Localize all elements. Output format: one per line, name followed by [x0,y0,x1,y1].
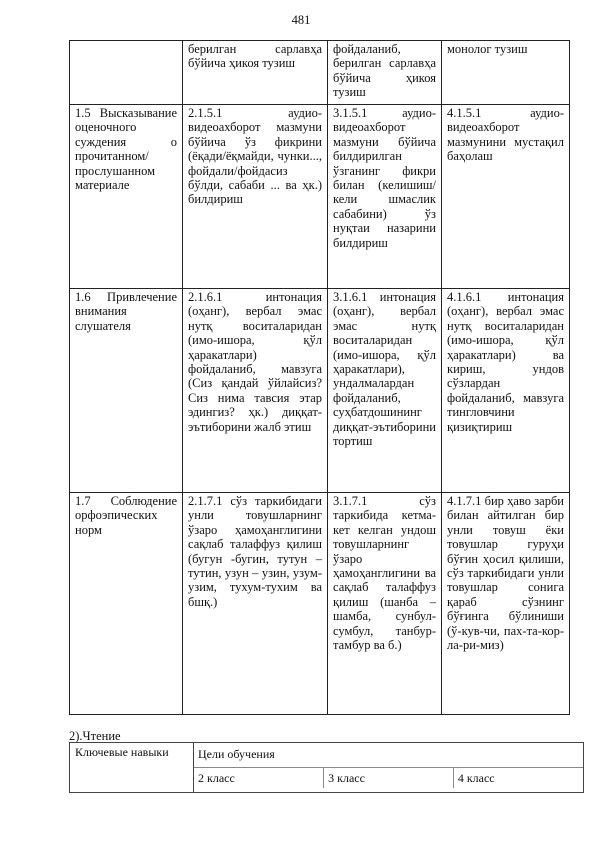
skill-cell [70,41,183,105]
grade2-goal-cell: берилган сарлавҳа бўйича ҳикоя тузиш [183,41,328,105]
learning-goals-header: Цели обучения [194,743,583,768]
grade3-goal-cell: 3.1.5.1 аудио-видеоахборот мазмуни бўйича билдирилган ўзганинг фикри билан (келишиш/кели шмаслик сабабини) ўз нуқтаи назарини билдириш [328,105,442,289]
grade4-header: 4 класс [457,771,495,785]
page-number: 481 [291,13,311,27]
learning-goals-grid [194,743,583,788]
key-skills-header: Ключевые навыки [70,743,194,793]
grade2-goal-cell: 2.1.5.1 аудио-видеоахборот мазмуни бўйича ўз фикрини (ёқади/ёқмайди, чунки..., фойдали/фойдасиз бўлди, сабаби ... ва ҳк.) билдириш [183,105,328,289]
table-row [70,105,570,289]
grade2-goal-cell: 2.1.7.1 сўз таркибидаги унли товушларнинг ўзаро ҳамоҳанглигини сақлаб талаффуз қилиш (бугун -бугин, тутун – тутин, узун – узин, узум-узим, тухум-тухим ва бшқ.) [183,493,328,715]
grade3-goal-cell: фойдаланиб, берилган сарлавҳа бўйича ҳикоя тузиш [328,41,442,105]
skill-cell: 1.6 Привлечение внимания слушателя [70,289,183,493]
table-row [70,289,570,493]
table-row [194,743,583,768]
table-row [70,493,570,715]
grade2-header: 2 класс [194,768,324,789]
reading-table [69,742,584,793]
table-row [194,768,583,789]
grade3-goal-cell: 3.1.6.1 интонация (оҳанг), вербал эмас нутқ воситаларидан (имо-ишора, қўл ҳаракатлари), ундалмалардан фойдаланиб, суҳбатдошининг диққат-эътиборини тортиш [328,289,442,493]
table-row [70,41,570,105]
grade4-goal-cell: 4.1.7.1 бир ҳаво зарби билан айтилган бир унли товуш ёки товушлар гуруҳи бўғин ҳосил қилиши, сўз таркибидаги унли товушлар сонига қараб сўзнинг бўғинга бўлиниши (ў-кув-чи, пах-та-кор-ла-ри-миз) [442,493,570,715]
learning-goals-cell [194,743,584,793]
grade4-goal-cell: монолог тузиш [442,41,570,105]
grade4-goal-cell: 4.1.5.1 аудио-видеоахборот мазмунини мустақил баҳолаш [442,105,570,289]
grade4-goal-cell: 4.1.6.1 интонация (оҳанг), вербал эмас нутқ воситаларидан (имо-ишора, қўл ҳаракатлари) ва кириш, ундов сўзлардан фойдаланиб, мавзуга тингловчини қизиқтириш [442,289,570,493]
curriculum-table [69,40,570,715]
grade3-goal-cell: 3.1.7.1 сўз таркибида кетма-кет келган ундош товушларнинг ўзаро ҳамоҳанглигини ва сақлаб талаффуз қилиш (шанба – шамба, сунбул-сумбул, танбур-тамбур ва б.) [328,493,442,715]
skill-cell: 1.7 Соблюдение орфоэпических норм [70,493,183,715]
grade2-goal-cell: 2.1.6.1 интонация (оҳанг), вербал эмас нутқ воситаларидан (имо-ишора, қўл ҳаракатлари) фойдаланиб, мавзуга (Сиз қандай ўйлайсиз? Сиз нима тавсия этар эдингиз? ҳк.) диққат-эътиборини жалб этиш [183,289,328,493]
table-row [70,743,584,793]
skill-cell: 1.5 Высказывание оценочного суждения о прочитанном/ прослушанном материале [70,105,183,289]
section-title: 2).Чтение [69,729,121,743]
grade3-header: 3 класс [324,768,454,789]
